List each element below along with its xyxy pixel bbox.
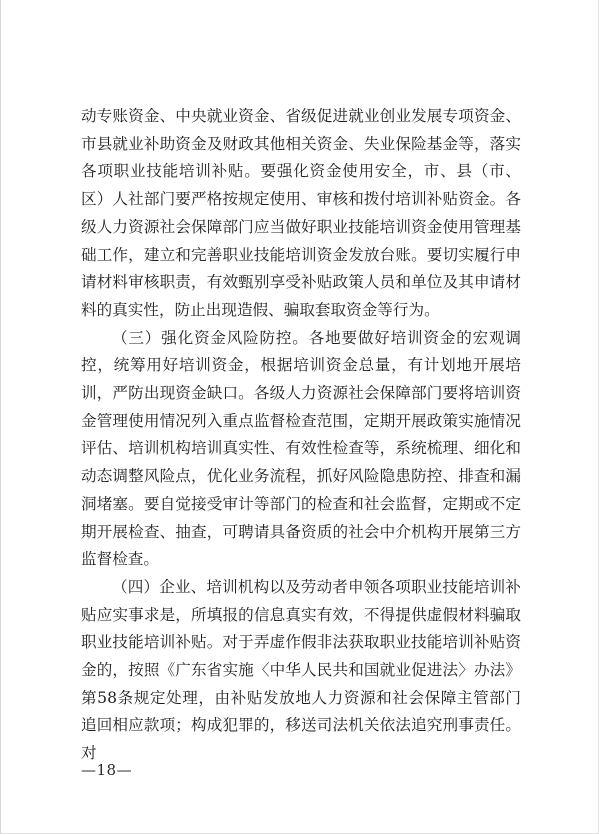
document-body <box>81 103 521 768</box>
paragraph-section-4-subsidy-claims: （四）企业、培训机构以及劳动者申领各项职业技能培训补贴应实事求是，所填报的信息真实有效，不得提供虚假材料骗取职业技能培训补贴。对于弄虚作假非法获取职业技能培训补贴资金的，按照《广东省实施〈中华人民共和国就业促进法〉办法》第58条规定处理，由补贴发放地人力资源和社会保障主管部门追回相应款项；构成犯罪的，移送司法机关依法追究刑事责任。对 <box>81 577 521 763</box>
paragraph-funding-sources: 动专账资金、中央就业资金、省级促进就业创业发展专项资金、市县就业补助资金及财政其他相关资金、失业保险基金等，落实各项职业技能培训补贴。要强化资金使用安全，市、县（市、区）人社部门要严格按规定使用、审核和拨付培训补贴资金。各级人力资源社会保障部门应当做好职业技能培训资金使用管理基础工作，建立和完善职业技能培训资金发放台账。要切实履行申请材料审核职责，有效甄别享受补贴政策人员和单位及其申请材料的真实性，防止出现造假、骗取套取资金等行为。 <box>81 107 521 319</box>
page-number: —18— <box>81 761 133 779</box>
paragraph-section-3-risk-control: （三）强化资金风险防控。各地要做好培训资金的宏观调控，统筹用好培训资金，根据培训资金总量，有计划地开展培训，严防出现资金缺口。各级人力资源社会保障部门要将培训资金管理使用情况列入重点监督检查范围，定期开展政策实施情况评估、培训机构培训真实性、有效性检查等，系统梳理、细化和动态调整风险点，优化业务流程，抓好风险隐患防控、排查和漏洞堵塞。要自觉接受审计等部门的检查和社会监督，定期或不定期开展检查、抽查，可聘请具备资质的社会中介机构开展第三方监督检查。 <box>81 328 521 569</box>
